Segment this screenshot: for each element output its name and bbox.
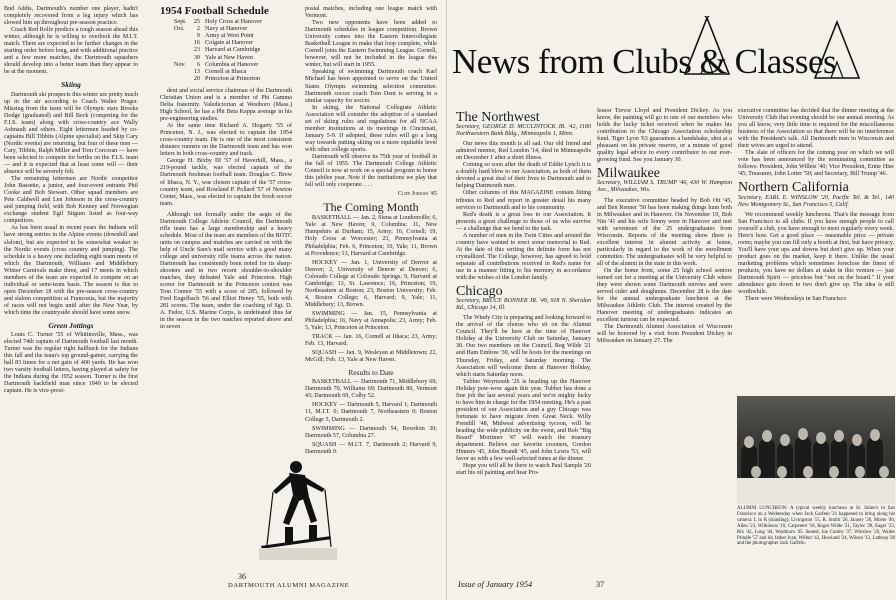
paragraph: The Windy City is preparing and looking forward to the arrival of the chorus who sit on the Alumni Council. They'll be here at the time of Hanover Holiday at the University Club on Saturday, January 30. Our two members on the Council, Reg Wilde '21 and Ham Embree '30, will be hosts for the meetings on Thursday, Friday, and Saturday morning. The Association will welcome them at Hanover Holiday, which starts Saturday noon. (456, 315, 591, 378)
schedule-row (174, 25, 292, 32)
section-heading-skiing: Skiing (61, 80, 81, 90)
paragraph: On the home front, some 25 high school seniors turned out for a meeting at the University Club where they were shown some Dartmouth movies and were served cider and doughnuts. December 28 is the date for the annual undergraduate luncheon at the Milwaukee Athletic Club. The interest created by the Hanover meeting of undergraduates indicates an excellent turnout can be expected. (597, 267, 732, 324)
paragraph: Dartmouth will observe its 75th year of football in the fall of 1955. The Dartmouth College Athletic Council is now at work on a special program to honor this jubilee year. Note if the institutions we play that fall will only cooperate. . . . (305, 153, 437, 189)
football-schedule (160, 18, 292, 82)
magazine-footer: DARTMOUTH ALUMNI MAGAZINE (228, 582, 350, 589)
paragraph: The executive committee headed by Bob Ott '45, and Ben Renner '50 has been making things hum both in Milwaukee and in Hanover. On November 19, Bob Nin '41 and his wife Sonny were in Hanover and met with seventeen of the 25 undergraduates from Wisconsin. Reports of the meeting show there is excellent interest in alumni activity at home, particularly in regard to the work of the enrollment committee. The undergraduates will be very helpful to all of the alumni in the state in this work. (597, 197, 732, 267)
right-column-1 (456, 108, 591, 477)
paragraph: Two new opponents have been added to Dartmouth schedules in league competition. Brown University comes into the Eastern Intercollegiate Basketball League to make that loop complete, while Cornell joins the Eastern Swimming League. Cornell, however, will not be included in the league this winter, but will start in 1955. (305, 20, 437, 69)
paragraph: executive committee has decided that the dinner meeting at the University Club that evening should be our annual meeting. As you all know, very little time is required for the miscellaneous business of the Association so that there will be no interference with the President's talk. All Dartmouth men in Wisconsin and their wives are urged to attend. (738, 108, 894, 150)
coming-month-title: The Coming Month (323, 200, 419, 215)
schedule-month: Nov. (174, 60, 186, 68)
schedule-day: 6 (196, 60, 200, 68)
schedule-day: 9 (196, 32, 200, 40)
right-column-2 (597, 108, 732, 346)
schedule-game: Yale at New Haven (205, 53, 253, 61)
secretary-line: Secretary, WILLIAM S. TRUMP '46, 430 W. Hampton Ave., Milwaukee, Wis. (597, 180, 732, 194)
schedule-row (174, 46, 292, 53)
schedule-row (174, 32, 292, 39)
paragraph: Red's death is a great loss to our Association. It presents a great challenge to those of us who survive — a challenge that we bend to the task. (456, 211, 591, 232)
paragraph: A number of men in the Twin Cities and around the country have wanted to erect some memorial to Red. At the date of this writing the definite form has not crystallized. The College, however, has agreed to hold separate all contributions received in Red's name for use in a manner fitting to his memory in accordance with the wishes of the London family. (456, 232, 591, 282)
schedule-day: 25 (193, 18, 200, 26)
paragraph: Hope you will all be there to watch Paul Sample '20 start his oil painting and hear Pro- (456, 463, 591, 477)
alumni-luncheon-photo (737, 396, 895, 504)
paragraph: As has been usual in recent years the Indians will have strong entries in the Alpine events (downhill and slalom), but are expected to be somewhat weaker in the Nordic events (cross country and jumping). The schedule is a heavy one including eight team meets of which the Dartmouth, Williams and Middlebury Winter Carnivals make three, and 17 meets in which members of the team are expected to compete on an individual or semi-team basis. The season is due to open December 18 with the pre-season cross-country and slalom competition at Franconia, but the majority of races will not begin until after the New Year, by which time the countryside should have some snow. (4, 225, 138, 316)
result-item: SWIMMING — Dartmouth 54, Bowdoin 30; Dartmouth 57, Columbia 27. (305, 425, 437, 439)
schedule-day: 30 (193, 53, 200, 61)
schedule-month (174, 75, 190, 82)
left-column-2 (160, 6, 292, 331)
schedule-game: Army at West Point (205, 32, 254, 40)
left-column-1 (4, 6, 138, 395)
schedule-game: Harvard at Cambridge (205, 46, 261, 54)
coming-month-item: HOCKEY — Jan. 1, University of Denver at Denver; 2, University of Denver at Denver; 6, Colorado College at Colorado Springs; 9, Harvard at Cambridge; 13, St. Lawrence; 16, Princeton; 19, Northeastern at Boston; 23, Boston University; Feb. 4, Boston College; 6, Harvard; 9, Yale; 11, Middlebury; 13, Brown. (305, 259, 437, 308)
schedule-day: 13 (193, 67, 200, 75)
paragraph: The remaining lettermen are Nordic competitor John Bassette, a junior, and four-event entrants Phil Cooke and Bob Stewart. Other squad members are Pete Caldwell and Len Johnson in the cross-country and jumping field, with Bob Kenney and Norwegian exchange student Egil Stigum listed as four-way competitors. (4, 176, 138, 225)
result-item: HOCKEY — Dartmouth 5, Harvard 1; Dartmouth 11, M.I.T. 0; Dartmouth 7, Northeastern 0; Boston College 5, Dartmouth 2. (305, 402, 437, 423)
right-folio: 37 (596, 580, 604, 589)
paragraph: There were Wednesdays in San Francisco (745, 296, 847, 303)
secretary-line: Secretary, GEORGE D. MCCLINTOCK JR. '42, 1180 Northwestern Bank Bldg., Minneapolis 1, Minn. (456, 124, 591, 138)
paragraph: The Dartmouth Alumni Association of Wisconsin will be honored by a visit from President Dickey in Milwaukee on January 27. The (597, 324, 732, 345)
paragraph: Our news this month is all sad. Our old friend and admired mentor, Red London '14, died in Minneapolis on December 1 after a short illness. (456, 141, 591, 162)
coming-month-list (305, 215, 437, 364)
paragraph: Dartmouth ski prospects this winter are pretty much up in the air according to Coach Walter Prager. Missing from the team will be Olympic stars Brooks Dodge (graduated) and Bill Beck (competing for the F.I.S. team) along with cross-country ace Wally Ashnault and others. Eight lettermen headed by co-captains Bill Tibbits (Alpine specialist) and Skip Cary (Nordic events) are returning, but four of these men — Cary, Tibbits, Ralph Miller and Tom Corcoran — have been selected to compete for berths on the F.I.S. team — and it is expected that at least some will — their absence will be severely felt. (4, 91, 138, 176)
paragraph: Other columns of this MAGAZINE contain fitting tributes to Red and report in greater detail his many services to Dartmouth and to his community. (456, 190, 591, 211)
schedule-month: Sept. (174, 18, 187, 26)
schedule-month (174, 54, 190, 61)
result-item: BASKETBALL — Dartmouth 71, Middlebury 69; Dartmouth 70, Williams 69; Dartmouth 80, Vermont 43; Dartmouth 69, Colby 52. (305, 379, 437, 400)
paragraph: We recommend weekly luncheons. That's the message from San Francisco to all clubs. If you have enough people to call yourself a club, you have enough to meet regularly every week. Here's how. Get a good place — reasonable price — private room; maybe you can fill only a booth at first, but have privacy. You'll have your ups and downs but don't give up. When your product goes on the market, keep it there. Unlike the usual marketing problems which sometimes foreclose the finest of products, you have no dollars at stake in this venture — just Dartmouth Spirit — priceless but "not on the board." If your attendance gets down to two don't give up. The idea is still worthwhile. (738, 211, 894, 296)
paragraph: At the same time Richard A. Hogarty '55 of Princeton, N. J., was elected to captain the 1954 cross-country team. He is one of the most consistent distance runners on the Dartmouth team and has won letters in both cross-country and track. (160, 123, 292, 158)
schedule-day: 23 (193, 46, 200, 54)
schedule-day: 2 (196, 25, 200, 33)
skier-illustration (259, 455, 337, 560)
schedule-row (174, 68, 292, 75)
secretary-line: Secretary, BRUCE BONNER JR. '49, 918 N. Sheridan Rd., Chicago 14, Ill. (456, 298, 591, 312)
coming-month-item: TRACK — Jan. 16, Cornell at Ithaca; 23, Army; Feb. 13, Harvard. (305, 334, 437, 348)
schedule-row (174, 54, 292, 61)
section-title-northwest: The Northwest (456, 110, 540, 125)
schedule-row (174, 75, 292, 82)
section-title-chicago: Chicago (456, 284, 503, 300)
schedule-month: Oct. (174, 25, 185, 33)
paragraph: Coach Red Rolfe predicts a tough season ahead this winter, although he is willing to overlook the M.I.T. match. There are expected to be further changes in the starting order before long, and with additional practice and a few more matches, the Dartmouth squashers should develop into a better team than they appear to be at the moment. (4, 27, 138, 76)
paragraph: fessor Trevor Lloyd and President Dickey. As you know, the painting will go to one of our members who holds the lucky ticket received when he makes his contribution to the Chicago Association scholarship fund. Tiger Lyon '63 guarantees a handshake, shot at a pheasant on his private reserve, or a minute of good quality legal advice to every contributor to our ever-growing fund. See you January 30. (597, 108, 732, 164)
schedule-game: Columbia at Hanover (205, 60, 259, 68)
schedule-month (174, 32, 190, 39)
author-signature: Cliff Jordan '45 (397, 191, 437, 198)
secretary-line: Secretary, EARL E. WINSLOW '20, Pacific Tel. & Tel., 140 New Montgomery St., San Francisco 5, Calif. (738, 194, 894, 208)
coming-month-item: SQUASH — Jan. 9, Wesleyan at Middletown; 22, McGill; Feb. 13, Yale at New Haven. (305, 350, 437, 364)
results-title: Results to Date (348, 368, 394, 378)
coming-month-item: SWIMMING — Jan. 15, Pennsylvania at Philadelphia; 16, Navy at Annapolis; 23, Army; Feb. 5, Yale; 13, Princeton at Princeton. (305, 310, 437, 332)
paragraph: Louis C. Turner '55 of Whitinsville, Mass., was elected 74th captain of Dartmouth football last month. Turner was the regular right halfback for the Indians this fall and the team's top ground-gainer, carrying the ball 83 times for a net gain of 400 yards. He has won two varsity football letters, having played at safety for the Indians during the 1952 season. Turner is the first Dartmouth backfield man since 1949 to be elected captain. He is vice-presi- (4, 332, 138, 395)
paragraph: George H. Bixby III '57 of Haverhill, Mass., a 219-pound tackle, was elected captain of the Dartmouth freshman football team. Douglas C. Brew of Ithaca, N. Y., was chosen captain of the '57 cross-country team, and Rowland P. Pollard '57 of Newton Center, Mass., was elected to captain the frosh soccer team. (160, 158, 292, 207)
schedule-day: 20 (193, 74, 200, 82)
result-item: SQUASH — M.I.T. 7, Dartmouth 2; Harvard 9, Dartmouth 0. (305, 441, 437, 455)
schedule-month (174, 68, 190, 75)
news-banner (452, 16, 888, 106)
issue-footer: Issue of January 1954 (458, 580, 533, 589)
schedule-game: Holy Cross at Hanover (205, 18, 262, 26)
football-schedule-title: 1954 Football Schedule (160, 5, 269, 17)
schedule-row (174, 61, 292, 68)
banner-title: News from Clubs & Classes (452, 42, 837, 81)
paragraph: In skiing, the National Collegiate Athletic Association will consider the adoption of a standard set of skiing rules and regulations for all NCAA member institutions at its meetings in Cincinnati, January 5-9. If adopted, these rules will go a long way towards putting skiing on a more equitable level with other college sports. (305, 104, 437, 153)
section-title-milwaukee: Milwaukee (597, 166, 660, 182)
paragraph: dent and social service chairman of the Dartmouth Christian Union and is a member of Phi Gamma Delta fraternity. Valedictorian at Westboro (Mass.) High School, he has a Phi Beta Kappa average in his pre-engineering studies. (160, 87, 292, 123)
results-list (305, 379, 437, 455)
left-folio: 36 (238, 572, 246, 581)
schedule-game: Colgate at Hanover (205, 39, 254, 47)
schedule-row (174, 18, 292, 25)
right-column-3 (738, 108, 894, 303)
left-column-3 (305, 6, 437, 458)
photo-caption: ALUMNI LUNCHEON: A typical weekly luncheon at St. Julien's in San Francisco on a Wednesday when Jack Garfein '21 happened to bring along his camera: L to R (standing), Livingston '15, R. Smith '26, Janney '28, Morse '46, Allen '23, Wilkinson '10, Carpenter '18, Roger Wilde '21, Taylor '28, Eager '23, Rix '42, Long '44, Washburn '45. Seated, Joe Conley '37, Winslow '20, Walter Prindle '57 and his father Ivan, Wilbur '42, Howland '24, Wilson '13, Lathrop '28 and the photographer Jack Garfein. (737, 506, 895, 547)
schedule-month (174, 39, 190, 46)
paragraph: postal matches, including one league match with Vermont. (305, 6, 437, 20)
schedule-row (174, 39, 292, 46)
paragraph: Tubber Weymouth '26 is heading up the Hanover Holiday pow-wow again this year. Tubber has done a fine job the last several years and we're mighty lucky to have him in charge for the 1954 meeting. He's a past president of our Association and a guy Chicago was fortunate to have migrate from Great Neck. Willy Prendill '48, Midwest advertising tycoon, will be heading the wide publicity on the event, and Bob "Big Board" Mortimer '47 will watch the treasury department. Believe our favorite crooners, Gordon Hinners '45, John Brandt '45, and John Lewis '53, will favor us with a few well-selected tunes at the dinner. (456, 378, 591, 463)
section-title-northern-california: Northern California (738, 180, 849, 196)
schedule-day: 16 (193, 39, 200, 47)
schedule-game: Cornell at Ithaca (205, 67, 247, 75)
paragraph: Although not formally under the aegis of the Dartmouth College Athletic Council, the Dartmouth rifle team has a large membership and a heavy schedule. Most of the team are members of the ROTC units on campus and matches are carried on with the help of Uncle Sam's mail service with a good many college and university rifle teams across the nation. Dartmouth has consistently been noted for its sharp-shooters and in two recent shoulder-to-shoulder matches, they defeated Yale and Princeton. High scorer for Dartmouth in the Princeton contest was Tom Connor '55 with a score of 285, followed by Fred Engelbach '56 and Elliot Heney '55, both with 281 scores. The team, under the coaching of Sgt. D. A. Fedor, U.S. Marine Corps, is undefeated thus far in the season in the two matches reported above and in seven (160, 211, 292, 331)
schedule-game: Navy at Hanover (205, 25, 248, 33)
page-gutter (446, 0, 447, 600)
paragraph: Coming so soon after the death of Eddie Lynch it is a doubly hard blow to our Association, as both of them devoted a great deal of their lives to Dartmouth and to helping Dartmouth men. (456, 162, 591, 190)
schedule-game: Princeton at Princeton (205, 74, 260, 82)
paragraph: Speaking of swimming Dartmouth coach Karl Michael has been appointed to serve on the United States Olympic swimming selection committee. Dartmouth soccer coach Tom Dent is serving in a similar capacity for soccer. (305, 69, 437, 104)
coming-month-item: BASKETBALL — Jan. 2, Siena at Loudonville; 6, Yale at New Haven; 9, Columbia; 11, New Hampshire at Durham; 15, Army; 16, Cornell; 19, Holy Cross at Worcester; 23, Pennsylvania at Philadelphia; Feb. 6, Princeton; 10, Yale; 11, Brown at Providence; 13, Harvard at Cambridge. (305, 215, 437, 257)
paragraph: Bud Addis, Dartmouth's number one player, hadn't completely recovered from a leg injury which has slowed him up throughout pre-season practice. (4, 6, 138, 27)
section-heading-green-jottings: Green Jottings (48, 321, 94, 331)
paragraph: The slate of officers for the coming year on which we will vote has been announced by the nominating committee as follows: President, John Willets '40; Vice President, Ernie Hise '45; Treasurer, John Lotter '50; and Secretary, Bill Trump '46. (738, 150, 894, 178)
schedule-month (174, 46, 190, 53)
